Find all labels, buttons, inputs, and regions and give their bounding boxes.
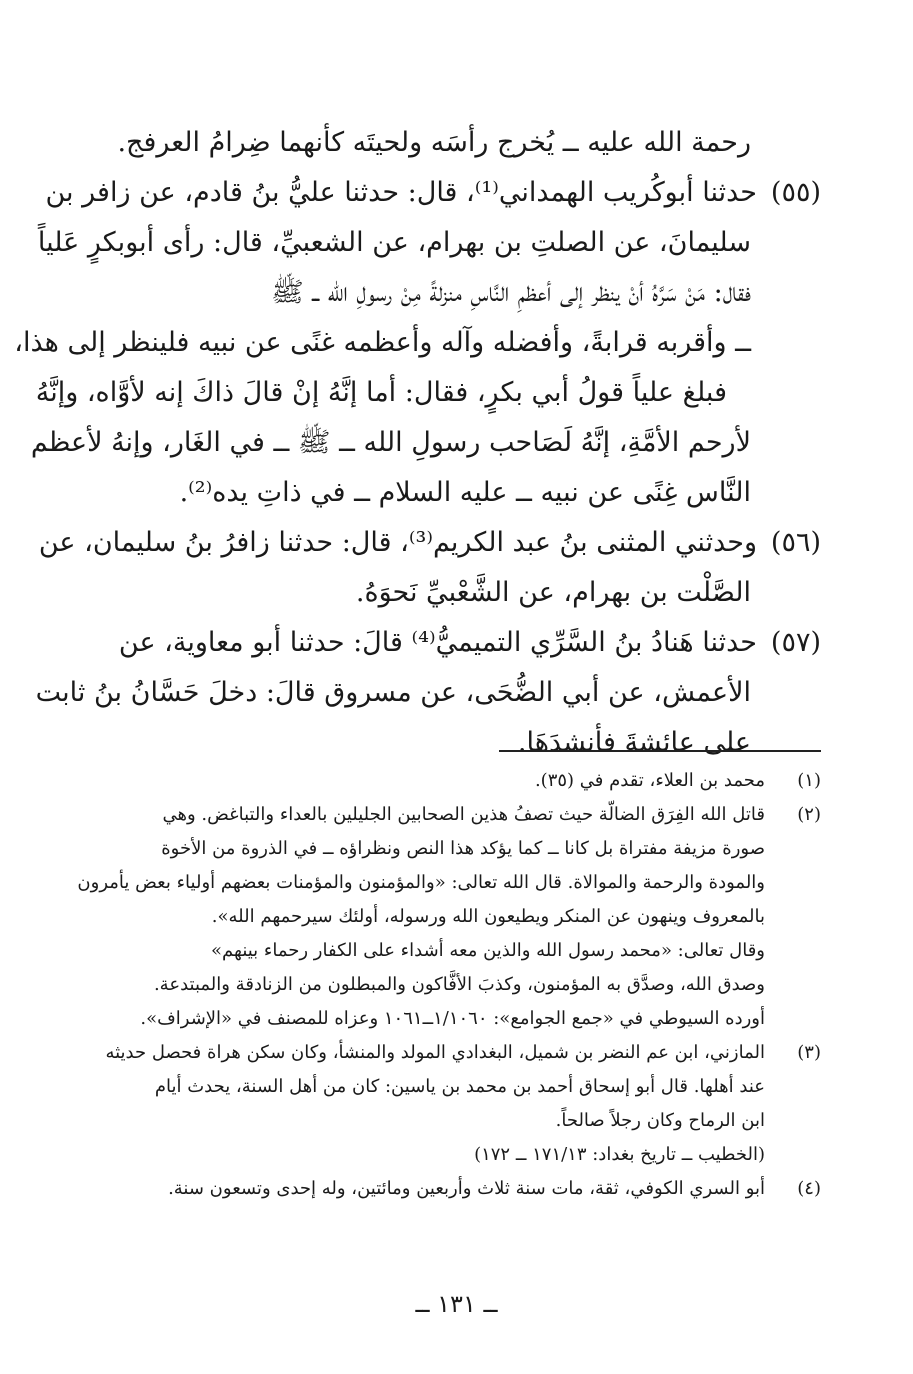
entry-line: النَّاس غِنًى عن نبيه ــ عليه السلام ــ في ذاتِ يده⁽²⁾. xyxy=(179,477,751,508)
footnote-line: عند أهلها. قال أبو إسحاق أحمد بن محمد بن ياسين: كان من أهل السنة، يحدث أيام xyxy=(154,1076,765,1097)
entry-line: حدثنا أبوكُريب الهمداني⁽¹⁾، قال: حدثنا عليُّ بنُ قادم، عن زافر بن xyxy=(45,177,757,208)
entry-line: الأعمش، عن أبي الضُّحَى، عن مسروق قالَ: دخلَ حَسَّانُ بنُ ثابت xyxy=(35,677,751,708)
footnote-line: وقال تعالى: «محمد رسول الله والذين معه أشداء على الكفار رحماء بينهم» xyxy=(211,940,765,961)
entry-57 xyxy=(35,618,821,768)
entry-line: وحدثني المثنى بنُ عبد الكريم⁽³⁾، قال: حدثنا زافرُ بنُ سليمان، عن xyxy=(38,527,757,558)
main-line: رحمة الله عليه ــ يُخرج رأسَه ولحيتَه كأنهما ضِرامُ العرفج. xyxy=(117,127,751,158)
footnote-line: (الخطيب ــ تاريخ بغداد: ١٧١/١٣ ــ ١٧٢) xyxy=(474,1144,765,1165)
entry-55 xyxy=(14,168,821,518)
footnotes xyxy=(77,764,821,1206)
footnote-line: والمودة والرحمة والموالاة. قال الله تعالى: «والمؤمنون والمؤمنات بعضهم أولياء بعض يأمرون xyxy=(77,872,765,893)
entry-line: سليمانَ، عن الصلتِ بن بهرام، عن الشعبيِّ، قال: رأى أبوبكرٍ عَلياً xyxy=(37,227,751,258)
entry-line: لأرحم الأمَّةِ، إنَّهُ لَصَاحب رسولِ الله ــ ﷺ ــ في الغَار، وإنهُ لأعظم xyxy=(30,427,751,458)
main-text xyxy=(14,118,821,768)
entry-line: ــ وأقربه قرابةً، وأفضله وآله وأعظمه غنًى عن نبيه فلينظر إلى هذا، xyxy=(14,327,751,358)
footnote-line: صورة مزيفة مفتراة بل كانا ــ كما يؤكد هذا النص ونظراؤه ــ في الذروة من الأخوة xyxy=(161,838,765,859)
entry-number: (٥٧) xyxy=(770,627,821,658)
footnote-line: المازني، ابن عم النضر بن شميل، البغدادي المولد والمنشأ، وكان سكن هراة فحصل حديثه xyxy=(105,1042,765,1063)
entry-number: (٥٦) xyxy=(770,527,821,558)
footnote-number: (٤) xyxy=(797,1178,821,1199)
footnote-number: (٣) xyxy=(797,1042,821,1063)
footnote-2 xyxy=(77,798,821,1036)
footnote-line: أورده السيوطي في «جمع الجوامع»: ١/١٠٦٠ــ١٠٦١ وعزاه للمصنف في «الإشراف». xyxy=(140,1008,765,1029)
footnote-number: (١) xyxy=(797,770,821,791)
footnote-line: محمد بن العلاء، تقدم في (٣٥). xyxy=(534,770,765,791)
footnote-line: وصدق الله، وصدَّق به المؤمنون، وكذبَ الأفَّاكون والمبطلون من الزنادقة والمبتدعة. xyxy=(153,974,765,995)
footnote-rule xyxy=(499,750,821,752)
footnote-line: أبو السري الكوفي، ثقة، مات سنة ثلاث وأربعين ومائتين، وله إحدى وتسعون سنة. xyxy=(168,1178,765,1199)
entry-line: فبلغ علياً قولُ أبي بكرٍ، فقال: أما إنَّهُ إنْ قالَ ذاكَ إنه لأوَّاه، وإنَّهُ xyxy=(35,377,727,408)
footnote-number: (٢) xyxy=(797,804,821,825)
footnote-line: ابن الرماح وكان رجلاً صالحاً. xyxy=(555,1110,765,1131)
footnote-line: قاتل الله الفِرَق الضالّة حيث تصفُ هذين الصحابين الجليلين بالعداء والتباغض. وهي xyxy=(162,804,765,825)
footnote-4 xyxy=(81,1172,821,1206)
page-number: ــ ١٣١ ــ xyxy=(415,1290,498,1318)
footnote-3 xyxy=(81,1036,821,1172)
entry-line: فقال: مَنْ سَرَّهُ أنْ ينظر إلى أعظمِ النَّاسِ منزلةً مِنْ رسولِ الله ــ ﷺ xyxy=(271,277,751,308)
footnote-line: بالمعروف وينهون عن المنكر ويطيعون الله ورسوله، أولئك سيرحمهم الله». xyxy=(211,906,765,927)
entry-line: على عائشةَ فأنشدَهَا. xyxy=(517,727,751,758)
footnote-1 xyxy=(81,764,821,798)
entry-line: حدثنا هَنادُ بنُ السَّرِّي التميميُّ⁽⁴⁾ قالَ: حدثنا أبو معاوية، عن xyxy=(118,627,757,658)
entry-line: الصَّلْت بن بهرام، عن الشَّعْبيِّ نَحوَهُ. xyxy=(355,577,751,608)
entry-56 xyxy=(38,518,821,618)
entry-number: (٥٥) xyxy=(770,177,821,208)
